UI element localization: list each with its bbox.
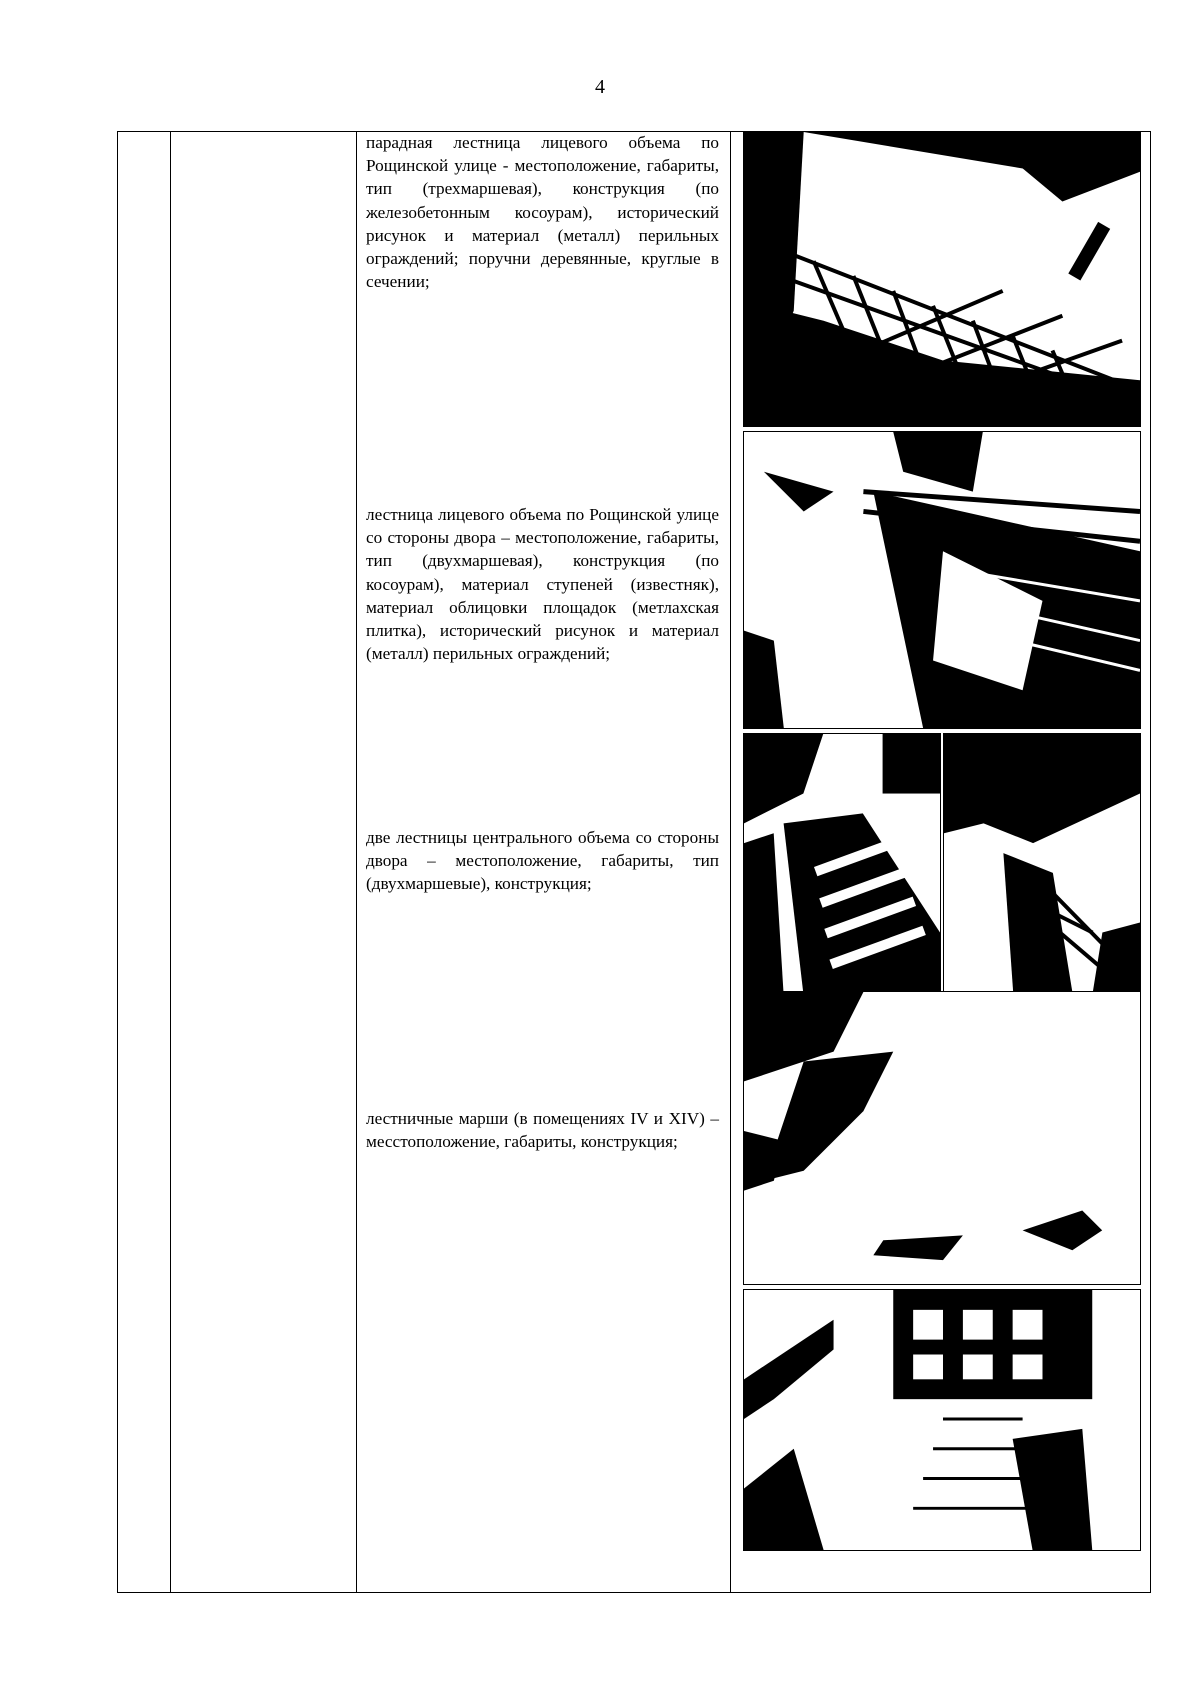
column-divider-3 [730, 132, 731, 1592]
photo-courtyard-staircase [743, 431, 1141, 729]
photo-flights-room-iv [743, 991, 1141, 1285]
photo-flights-room-xiv [743, 1289, 1141, 1551]
column-divider-1 [170, 132, 171, 1592]
page-number: 4 [595, 76, 605, 98]
row-4-description: лестничные марши (в помещениях IV и XIV) – месстоположение, габариты, конструкция; [366, 1109, 719, 1152]
row-3-description: две лестницы центрального объема со стороны двора – местоположение, габариты, тип (двухмаршевые), конструкция; [366, 828, 719, 894]
photo-central-staircase-left [743, 733, 941, 995]
photo-central-staircase-right [943, 733, 1141, 995]
row-1-description: парадная лестница лицевого объема по Рощинской улице - местоположение, габариты, тип (трехмаршевая), конструкция (по железобетонным косоурам), исторический рисунок и материал (металл) перильных ограждений; поручни деревянные, круглые в сечении; [366, 133, 719, 292]
column-divider-2 [356, 132, 357, 1592]
row-2-description: лестница лицевого объема по Рощинской улице со стороны двора – местоположение, габариты, тип (двухмаршевая), конструкция (по косоурам), материал ступеней (известняк), материал облицовки площадок (метлахская плитка), исторический рисунок и материал (металл) перильных ограждений; [366, 505, 719, 664]
photo-front-staircase [743, 131, 1141, 427]
